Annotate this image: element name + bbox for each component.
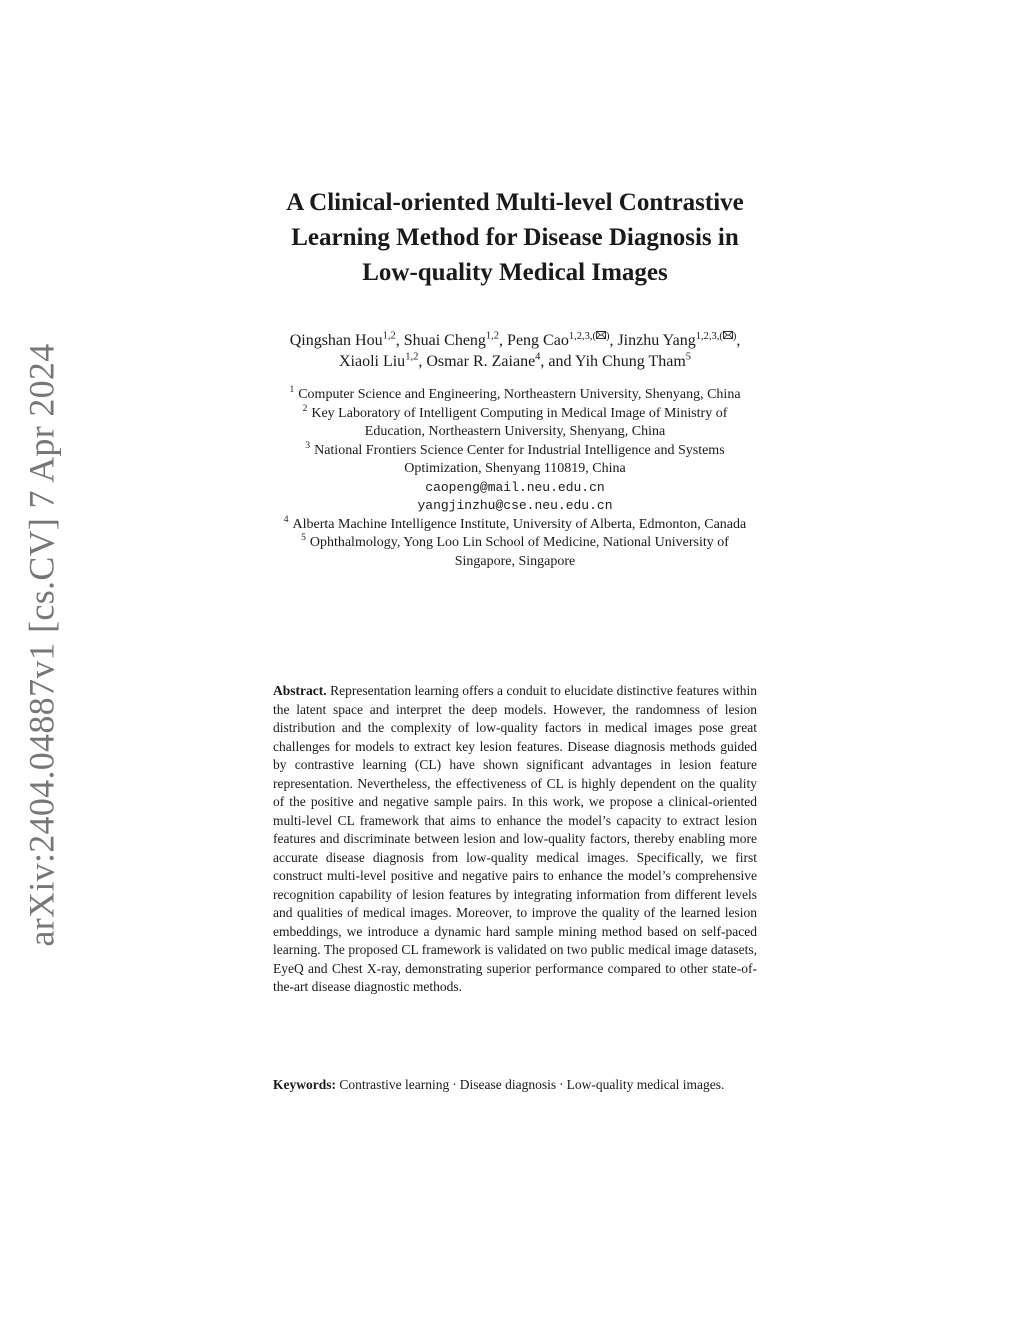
author-name: Yih Chung Tham [574, 353, 686, 370]
abstract-block [273, 682, 757, 997]
affiliation-2 [180, 405, 850, 442]
author-affil-sup: 1,2,3, [568, 330, 593, 342]
author-affil-sup: 1,2 [382, 330, 396, 342]
affiliation-number: 2 [302, 403, 308, 414]
keywords-block [273, 1076, 757, 1095]
affiliation-1 [180, 386, 850, 405]
abstract-text: Representation learning offers a conduit to elucidate distinctive features within the latent space and interpret the deep models. However, the randomness of lesion distribution and the complexity of low-quality factors in medical images pose great challenges for models to extract key lesion features. Disease diagnosis methods guided by contrastive learning (CL) have shown significant advantages in lesion feature representation. Nevertheless, the effectiveness of CL is highly dependent on the quality of the positive and negative sample pairs. In this work, we propose a clinical-oriented multi-level CL framework that aims to enhance the model’s capacity to extract lesion features and discriminate between lesion and low-quality factors, thereby enabling more accurate disease diagnosis from low-quality medical images. Specifically, we first construct multi-level positive and negative pairs to enhance the model’s comprehensive recognition capability of lesion features by integrating information from different levels and qualities of medical images. Moreover, to improve the quality of the learned lesion embeddings, we introduce a dynamic hard sample mining method based on self-paced learning. The proposed CL framework is validated on two public medical image datasets, EyeQ and Chest X-ray, demonstrating superior performance compared to other state-of-the-art disease diagnostic methods. [273, 683, 757, 994]
affiliation-number: 4 [283, 514, 289, 525]
author-affil-sup: 1,2,3, [695, 330, 720, 342]
author-list [180, 330, 850, 372]
title-line-3: Low-quality Medical Images [362, 259, 668, 286]
author-name: Xiaoli Liu [338, 353, 406, 370]
affiliation-number: 3 [305, 440, 311, 451]
affiliation-4 [180, 516, 850, 535]
affiliation-number: 1 [289, 385, 295, 396]
affiliation-5 [180, 534, 850, 571]
author-affil-sup: 1,2 [405, 351, 419, 363]
affiliation-text: Key Laboratory of Intelligent Computing in Medical Image of Ministry of [311, 405, 728, 421]
title-line-2: Learning Method for Disease Diagnosis in [291, 224, 739, 251]
affiliation-text: Singapore, Singapore [454, 553, 576, 569]
email-1: caopeng@mail.neu.edu.cn [425, 479, 605, 495]
email-2: yangjinzhu@cse.neu.edu.cn [417, 498, 613, 513]
author-affil-sup: 5 [685, 351, 692, 363]
author-name: Peng Cao [507, 332, 569, 349]
author-line-1: Qingshan Hou$^{1,2}$, Shuai Cheng$^{1,2}$, Peng Cao$^{1,2,3,( )}$, Jinzhu Yang$^{1,2,3,( )}$, [289, 330, 741, 349]
affiliation-3 [180, 442, 850, 479]
affiliation-text: Ophthalmology, Yong Loo Lin School of Medicine, National University of [309, 535, 729, 550]
keywords-label: Keywords: [273, 1077, 336, 1092]
keyword-item: Contrastive learning [339, 1077, 450, 1092]
title-line-1: A Clinical-oriented Multi-level Contrastive [286, 189, 744, 216]
envelope-icon [596, 331, 606, 339]
affiliation-number: 5 [301, 533, 306, 544]
author-name: Qingshan Hou [289, 332, 383, 349]
abstract-label: Abstract. [273, 683, 327, 698]
author-name: Osmar R. Zaiane [426, 353, 536, 370]
keyword-item: Disease diagnosis [459, 1077, 557, 1092]
affiliation-list [180, 386, 850, 571]
arxiv-stamp-text: arXiv:2404.04887v1 [cs.CV] 7 Apr 2024 [22, 343, 63, 947]
keyword-separator: · [559, 1077, 564, 1092]
affiliation-text: Optimization, Shenyang 110819, China [404, 461, 626, 476]
affiliation-text: Alberta Machine Intelligence Institute, University of Alberta, Edmonton, Canada [292, 516, 747, 532]
affiliation-text: National Frontiers Science Center for Industrial Intelligence and Systems [314, 442, 725, 458]
envelope-icon [723, 331, 733, 339]
author-name: Jinzhu Yang [617, 332, 696, 349]
paper-title [200, 185, 830, 290]
keyword-item: Low-quality medical images. [566, 1077, 725, 1092]
arxiv-stamp [22, 343, 63, 947]
affiliation-text: Computer Science and Engineering, Northeastern University, Shenyang, China [298, 387, 741, 402]
author-connector: and [548, 353, 572, 370]
keyword-separator: · [452, 1077, 457, 1092]
author-name: Shuai Cheng [403, 332, 486, 349]
author-line-2: Xiaoli Liu$^{1,2}$, Osmar R. Zaiane$^4$, and Yih Chung Tham$^5$ [338, 351, 692, 370]
affiliation-text: Education, Northeastern University, Shenyang, China [364, 424, 666, 439]
author-affil-sup: 1,2 [485, 330, 500, 342]
author-affil-sup: 4 [535, 351, 541, 363]
